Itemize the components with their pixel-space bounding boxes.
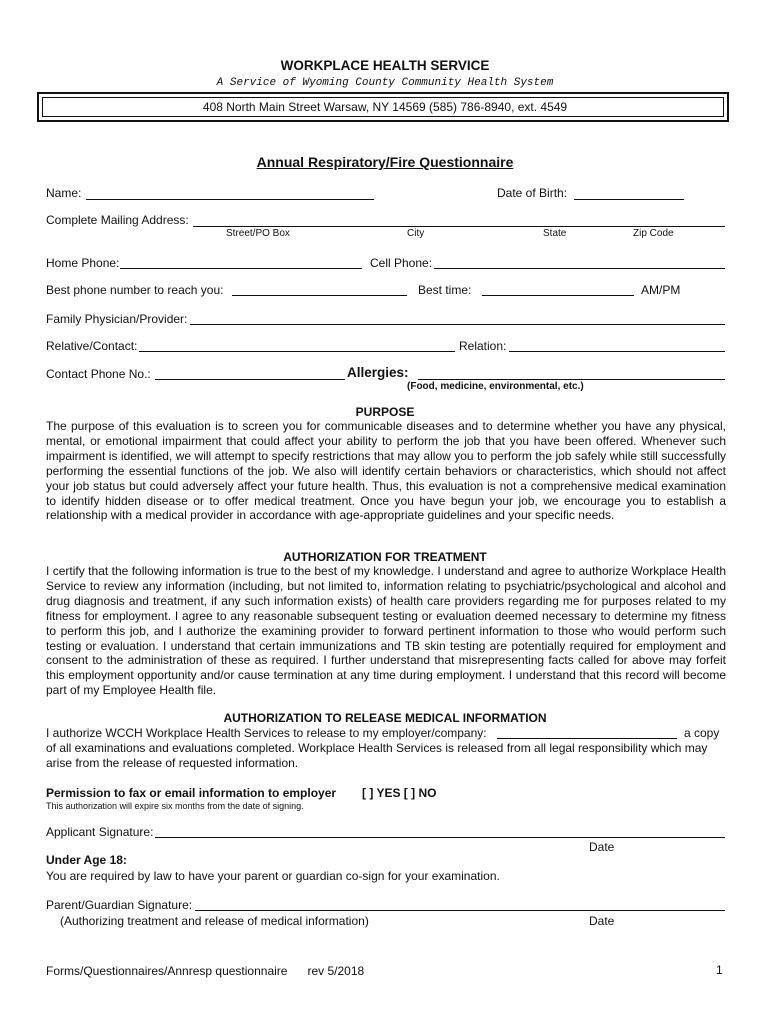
- org-subtitle: A Service of Wyoming County Community Health System: [216, 77, 554, 89]
- state-sublabel: State: [543, 228, 567, 239]
- org-title: WORKPLACE HEALTH SERVICE: [280, 58, 490, 73]
- home-phone-field[interactable]: [120, 268, 362, 269]
- org-address: 408 North Main Street Warsaw, NY 14569 (585) 786-8940, ext. 4549: [202, 100, 568, 114]
- employer-field[interactable]: [497, 738, 677, 739]
- release-line1: I authorize WCCH Workplace Health Services to release to my employer/company:: [46, 726, 487, 740]
- authorization-text: I certify that the following information is true to the best of my knowledge. I understand and agree to authorize Workplace Health Service to review any information (including, but not limited to, information relating to psychiatric/psychological and alcohol and drug diagnosis and treatment, if any such information exists) of health care providers regarding me for purposes related to my fitness for employment. I agree to any reasonable subsequent testing or evaluation deemed necessary to determine my fitness to perform this job, and I authorize the examining provider to forward pertinent information to those who would perform such testing or evaluation. I understand that certain immunizations and TB skin testing are potentially required for employment and consent to the administration of these as required. I further understand that misrepresenting facts called for above may forfeit this employment opportunity and/or cause termination at any time during employment. I understand that this record will become part of my Employee Health file.: [46, 564, 726, 698]
- under18-text: You are required by law to have your parent or guardian co-sign for your examination.: [46, 869, 500, 883]
- physician-label: Family Physician/Provider:: [46, 312, 188, 326]
- zip-sublabel: Zip Code: [633, 228, 674, 239]
- footer-form-id: Forms/Questionnaires/Annresp questionnaire rev 5/2018: [46, 964, 365, 978]
- permission-label: Permission to fax or email information to employer: [46, 786, 337, 800]
- best-phone-label: Best phone number to reach you:: [46, 283, 224, 297]
- relative-field[interactable]: [139, 351, 455, 352]
- permission-options[interactable]: [ ] YES [ ] NO: [362, 786, 437, 800]
- mailing-label: Complete Mailing Address:: [46, 213, 189, 227]
- allergies-label: Allergies:: [347, 365, 409, 380]
- purpose-heading: PURPOSE: [355, 405, 415, 419]
- allergies-sublabel: (Food, medicine, environmental, etc.): [407, 381, 584, 392]
- best-phone-field[interactable]: [232, 295, 407, 296]
- city-sublabel: City: [407, 228, 425, 239]
- release-line1-end: a copy: [684, 726, 720, 740]
- applicant-signature-label: Applicant Signature:: [46, 825, 154, 839]
- under18-heading: Under Age 18:: [46, 853, 127, 867]
- allergies-field[interactable]: [418, 379, 725, 380]
- name-label: Name:: [46, 186, 82, 200]
- cell-phone-field[interactable]: [434, 268, 725, 269]
- ampm-label: AM/PM: [641, 283, 681, 297]
- relation-label: Relation:: [459, 339, 507, 353]
- cell-phone-label: Cell Phone:: [370, 256, 433, 270]
- dob-label: Date of Birth:: [497, 186, 568, 200]
- dob-field[interactable]: [574, 199, 684, 200]
- home-phone-label: Home Phone:: [46, 256, 120, 270]
- form-title: Annual Respiratory/Fire Questionnaire: [256, 154, 514, 170]
- applicant-date-label: Date: [589, 840, 615, 854]
- page-number: 1: [716, 963, 723, 977]
- contact-phone-label: Contact Phone No.:: [46, 367, 151, 381]
- relation-field[interactable]: [509, 351, 725, 352]
- authorization-heading: AUTHORIZATION FOR TREATMENT: [283, 550, 487, 564]
- permission-note: This authorization will expire six months from the date of signing.: [46, 801, 304, 811]
- contact-phone-field[interactable]: [155, 379, 345, 380]
- guardian-sublabel: (Authorizing treatment and release of medical information): [60, 914, 369, 928]
- release-heading: AUTHORIZATION TO RELEASE MEDICAL INFORMATION: [223, 711, 547, 725]
- applicant-signature-field[interactable]: [155, 837, 725, 838]
- best-time-field[interactable]: [482, 295, 634, 296]
- physician-field[interactable]: [190, 324, 725, 325]
- release-line2: of all examinations and evaluations completed. Workplace Health Services is released from all legal responsibility which may: [46, 741, 708, 755]
- guardian-date-label: Date: [589, 914, 615, 928]
- best-time-label: Best time:: [418, 283, 472, 297]
- release-line3: arise from the release of requested information.: [46, 756, 299, 770]
- street-sublabel: Street/PO Box: [226, 228, 290, 239]
- purpose-text: The purpose of this evaluation is to screen you for communicable diseases and to determine whether you have any physical, mental, or emotional impairment that could affect your ability to perform the job that you have been offered. Whenever such impairment is identified, we will attempt to specify restrictions that may allow you to perform the job safely while still successfully performing the essential functions of the job. We also will identify certain behaviors or characteristics, which should not affect your job status but could adversely affect your future health. Thus, this evaluation is not a comprehensive medical examination to identify hidden disease or to offer medical treatment. Once you have begun your job, we encourage you to establish a relationship with a medical provider in accordance with age-appropriate guidelines and your specific needs.: [46, 419, 726, 523]
- mailing-field[interactable]: [193, 226, 725, 227]
- guardian-signature-field[interactable]: [195, 910, 725, 911]
- relative-label: Relative/Contact:: [46, 339, 138, 353]
- guardian-signature-label: Parent/Guardian Signature:: [46, 898, 193, 912]
- name-field[interactable]: [86, 199, 374, 200]
